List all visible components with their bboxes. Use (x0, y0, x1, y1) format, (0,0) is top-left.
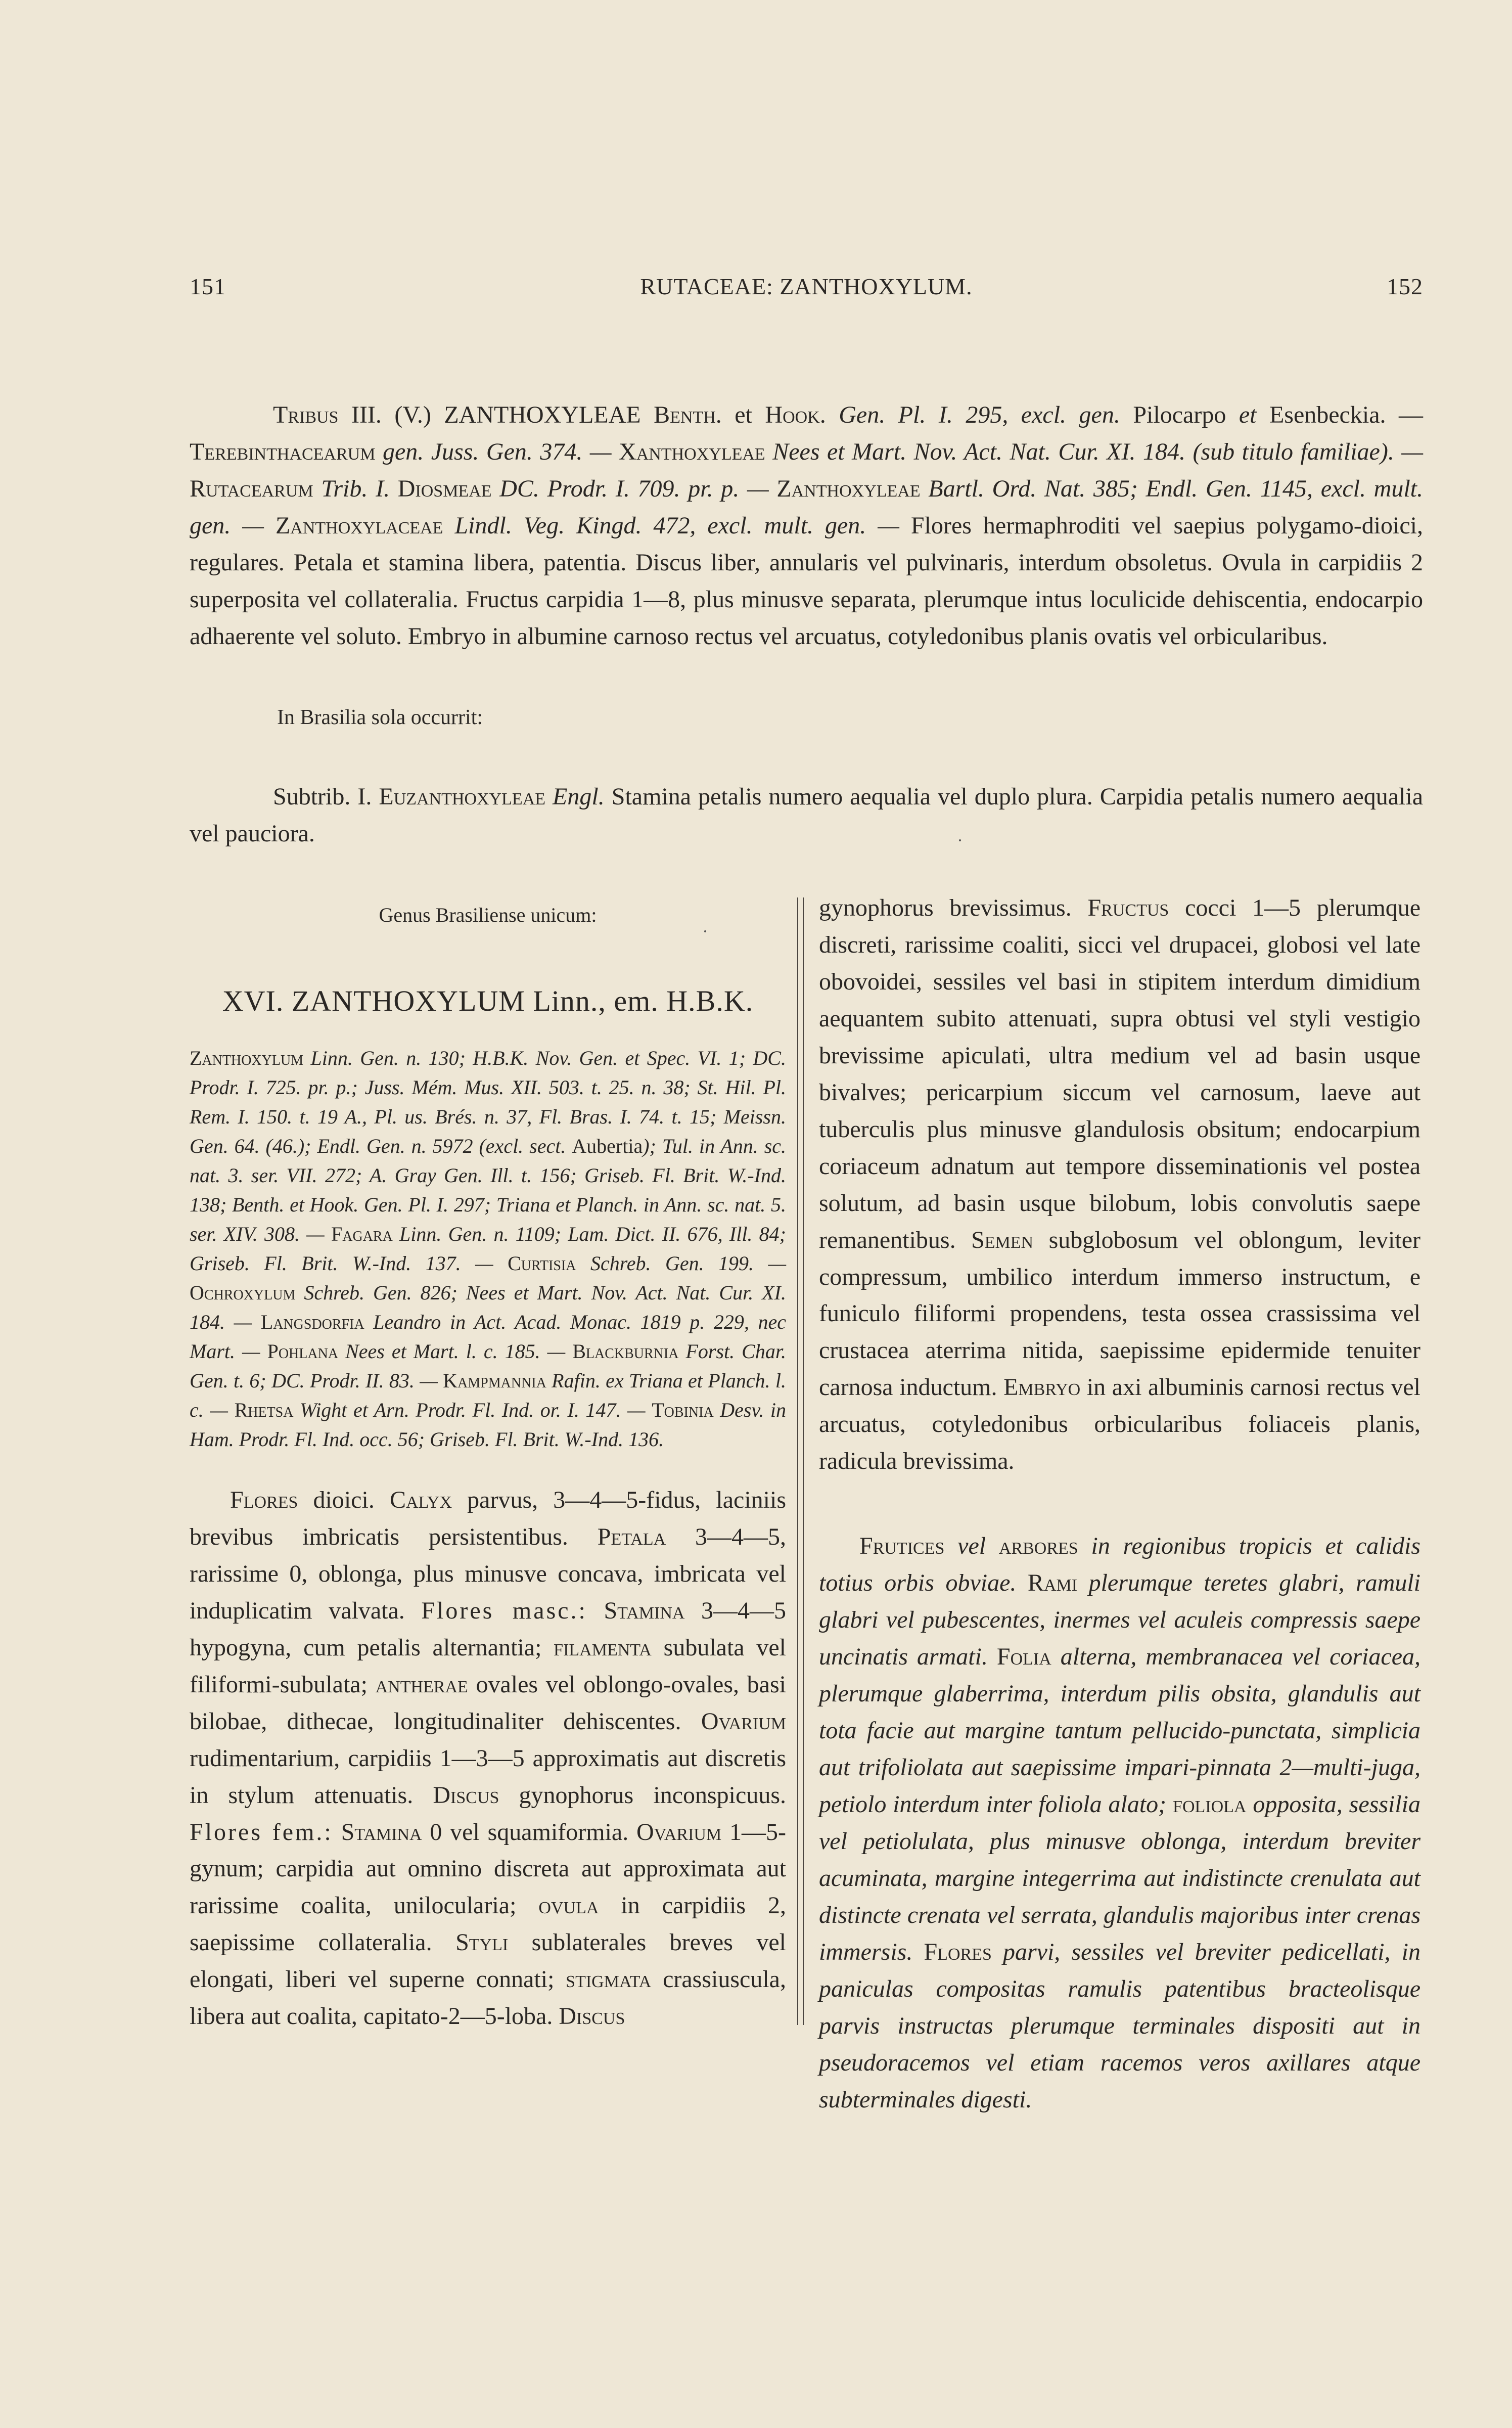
small-caps-term: stigmata (566, 1966, 652, 1993)
text-run: gynophorus inconspicuus. (499, 1781, 786, 1809)
small-caps-term: filamenta (554, 1634, 652, 1661)
habit-description (819, 1528, 1421, 2118)
small-caps-term: Semen (971, 1226, 1034, 1253)
text-run: crassiuscula, libera aut coalita, capitato-2—5-loba. (190, 1966, 786, 2030)
small-caps-term: Rami (1027, 1569, 1078, 1597)
small-caps-term: Langsdorfia (260, 1310, 364, 1333)
text-run: Schreb. Gen. 199. — (576, 1251, 787, 1275)
small-caps-term: Discus (559, 2003, 625, 2030)
text-run: opposita, sessilia vel petiolulata, plus minusve oblonga, interdum breviter acuminata, margine integerrima aut indistincte crenulata aut distincte crenata vel serrata, glandulis majoribus inter crenas immersis. (819, 1790, 1421, 1965)
text-run: plerumque teretes glabri, ramuli glabri vel pubescentes, inermes vel aculeis compressis saepe uncinatis armati. (819, 1569, 1421, 1671)
small-caps-term: Folia (996, 1643, 1051, 1671)
small-caps-term: Kampmannia (443, 1369, 546, 1392)
running-header (190, 273, 1423, 303)
text-run: Leandro in Act. Acad. Monac. 1819 p. 229, nec Mart. — (190, 1310, 786, 1363)
paper-speck (704, 930, 706, 932)
small-caps-term: Stamina (341, 1818, 422, 1846)
text-run (333, 1819, 341, 1846)
page-number-left: 151 (190, 274, 226, 299)
text-run: alterna, membranacea vel coriacea, plerumque glaberrima, interdum pilis obsita, glandulis aut tota facie aut margine tantum pellucido-punctata, simplicia aut trifoliolata aut saepissime impari-pinnata 2—multi-juga, petiolo interdum inter foliola alato; (819, 1643, 1421, 1818)
small-caps-term: Petala (597, 1523, 666, 1550)
page-number-right: 152 (1387, 274, 1423, 299)
text-run: in carpidiis 2, saepissime collateralia. (190, 1892, 786, 1956)
small-caps-term: Styli (455, 1929, 509, 1956)
small-caps-term: Curtisia (508, 1251, 576, 1275)
genus-synonymy (190, 1044, 786, 1454)
column-divider (797, 897, 804, 2025)
small-caps-term: foliola (1173, 1790, 1247, 1818)
subtribe-description: Subtrib. I. Euzanthoxyleae Engl. Stamina petalis numero aequalia vel duplo plura. Carpidia petalis numero aequalia vel pauciora. (190, 783, 1423, 847)
text-run: ); Tul. in Ann. sc. nat. 3. ser. VII. 272; A. Gray Gen. Ill. t. 156; Griseb. Fl. Brit. W.-Ind. 138; Benth. et Hook. Gen. Pl. I. 297; Triana et Planch. in Ann. sc. nat. 5. ser. XIV. 308. — (190, 1134, 787, 1245)
running-title: RUTACEAE: ZANTHOXYLUM. (640, 274, 973, 299)
tribe-body: Flores hermaphroditi vel saepius polygamo-dioici, regulares. Petala et stamina libera, patentia. Discus liber, annularis vel pulvinaris, interdum obsoletus. Ovula in carpidiis 2 superposita vel collateralia. Fructus carpidia 1—8, plus minusve separata, plerumque intus loculicide dehiscentia, endocarpio adhaerente vel soluto. Embryo in albumine carnoso rectus vel arcuatus, cotyledonibus planis ovatis vel orbicularibus. (190, 512, 1423, 650)
small-caps-term: Frutices (859, 1533, 945, 1560)
upright-term: Aubertia (572, 1134, 643, 1157)
right-column (819, 890, 1421, 2119)
small-caps-term: Flores (230, 1486, 298, 1513)
small-caps-term: antherae (375, 1671, 468, 1698)
text-run: ovales vel oblongo-ovales, basi bilobae, dithecae, longitudinaliter dehiscentes. (190, 1671, 787, 1735)
text-run: subglobosum vel oblongum, leviter compressum, umbilico interdum immerso instructum, e funiculo filiformi propendens, testa ossea crassissima vel crustacea aterrima nitida, saepissime epidermide tenuiter carnosa inductum. (819, 1226, 1421, 1401)
in-brasilia-note: In Brasilia sola occurrit: (277, 706, 483, 729)
genus-label: Genus Brasiliense unicum: (379, 904, 597, 926)
text-run: gynophorus brevissimus. (819, 894, 1088, 921)
small-caps-term: Zanthoxylum (190, 1046, 304, 1069)
sex-heading: Flores masc.: (421, 1597, 587, 1624)
small-caps-term: Blackburnia (572, 1339, 679, 1363)
small-caps-term: Rhetsa (234, 1398, 294, 1421)
text-run: 3—4—5, rarissime 0, oblonga, plus minusve concava, imbricata vel induplicatim valvata. (190, 1523, 786, 1624)
text-run (587, 1597, 604, 1624)
text-run: Linn. Gen. n. 130; H.B.K. Nov. Gen. et Spec. VI. 1; DC. Prodr. I. 725. pr. p.; Juss. Mém. Mus. XII. 503. t. 25. n. 38; St. Hil. Pl. Rem. I. 150. t. 19 A., Pl. us. Brés. n. 37, Fl. Bras. I. 74. t. 15; Meissn. Gen. 64. (46.); Endl. Gen. n. 5972 (excl. sect. (190, 1046, 786, 1157)
small-caps-term: Embryo (1003, 1374, 1081, 1401)
text-run: in axi albuminis carnosi rectus vel arcuatus, cotyledonibus orbicularibus foliaceis planis, radicula brevissima. (819, 1374, 1421, 1475)
small-caps-term: Stamina (604, 1597, 685, 1624)
tribe-description: Tribus III. (V.) ZANTHOXYLEAE Benth. et Hook. Gen. Pl. I. 295, excl. gen. Pilocarpo et Esenbeckia. — Terebinthacearum gen. Juss. Gen. 374. — Xanthoxyleae Nees et Mart. Nov. Act. Nat. Cur. XI. 184. (sub titulo familiae). — Rutacearum Trib. I. Diosmeae DC. Prodr. I. 709. pr. p. — Zanthoxyleae Bartl. Ord. Nat. 385; Endl. Gen. 1145, excl. mult. gen. — Zanthoxylaceae Lindl. Veg. Kingd. 472, excl. mult. gen. — Flores hermaphroditi vel saepius polygamo-dioici, regulares. Petala et stamina libera, patentia. Discus liber, annularis vel pulvinaris, interdum obsoletus. Ovula in carpidiis 2 superposita vel collateralia. Fructus carpidia 1—8, plus minusve separata, plerumque intus loculicide dehiscentia, endocarpio adhaerente vel soluto. Embryo in albumine carnoso rectus vel arcuatus, cotyledonibus planis ovatis vel orbicularibus. (190, 401, 1423, 650)
small-caps-term: Fagara (331, 1222, 393, 1245)
sex-heading: Flores fem.: (190, 1818, 333, 1846)
small-caps-term: Flores (924, 1938, 992, 1965)
fruit-description (819, 890, 1421, 1480)
text-run: dioici. (298, 1486, 390, 1513)
text-run: 0 vel squamiformia. (422, 1818, 637, 1846)
small-caps-term: arbores (998, 1533, 1078, 1560)
text-run: Wight et Arn. Prodr. Fl. Ind. or. I. 147. — (293, 1398, 652, 1421)
text-run: cocci 1—5 plerumque discreti, rarissime coaliti, sicci vel drupacei, globosi vel late obovoidei, sessiles vel basi in stipitem interdum dimidium aequantem subito attenuati, supra obtusi vel styli vestigio brevissime apiculati, ultra medium vel ad basin usque bivalves; pericarpium siccum vel carnosum, laeve aut tuberculis plus minusve glandulosis obsitum; endocarpium coriaceum adnatum aut tempore disseminationis vel postea solutum, ad basin usque bilobum, lobis convolutis saepe remanentibus. (819, 894, 1421, 1253)
text-run: Desv. in Ham. Prodr. Fl. Ind. occ. 56; Griseb. Fl. Brit. W.-Ind. 136. (190, 1398, 787, 1451)
small-caps-term: Ochroxylum (190, 1281, 296, 1304)
text-run: vel (944, 1533, 999, 1560)
text-run: 3—4—5 hypogyna, cum petalis alternantia; (190, 1597, 787, 1661)
flores-description (190, 1482, 786, 2035)
text-run: subulata vel filiformi-subulata; (190, 1634, 786, 1698)
tribus-label: Tribus (273, 401, 339, 428)
text-run: Rafin. ex Triana et Planch. l. c. — (190, 1369, 787, 1421)
small-caps-term: Ovarium (636, 1818, 722, 1846)
text-run: Forst. Char. Gen. t. 6; DC. Prodr. II. 83. — (190, 1339, 786, 1392)
text-run: 1—5-gynum; carpidia aut omnino discreta aut approximata aut rarissime coalita, unilocularia; (190, 1818, 787, 1919)
text-run: parvi, sessiles vel breviter pedicellati, in paniculas compositas ramulis patentibus bracteolisque parvis instructas plerumque terminales dispositi aut in pseudoracemos vel etiam racemos veros axillares atque subterminales digesti. (819, 1938, 1421, 2113)
paper-speck (959, 839, 961, 841)
small-caps-term: Pohlana (267, 1339, 339, 1363)
text-run: parvus, 3—4—5-fidus, laciniis brevibus imbricatis persistentibus. (190, 1486, 787, 1550)
small-caps-term: Tobinia (652, 1398, 714, 1421)
text-run: Schreb. Gen. 826; Nees et Mart. Nov. Act. Nat. Cur. XI. 184. — (190, 1281, 786, 1333)
text-run: sublaterales breves vel elongati, liberi vel superne connati; (190, 1929, 787, 1993)
genus-title: XVI. ZANTHOXYLUM Linn., em. H.B.K. (222, 984, 754, 1017)
text-run: Nees et Mart. l. c. 185. — (338, 1339, 573, 1363)
text-run: rudimentarium, carpidiis 1—3—5 approximatis aut discretis in stylum attenuatis. (190, 1744, 786, 1809)
text-run: in regionibus tropicis et calidis totius orbis obviae. (819, 1533, 1421, 1597)
small-caps-term: Ovarium (701, 1707, 786, 1735)
small-caps-term: ovula (538, 1892, 599, 1919)
left-column (190, 900, 786, 2035)
small-caps-term: Fructus (1087, 894, 1169, 921)
small-caps-term: Discus (433, 1781, 499, 1809)
small-caps-term: Calyx (389, 1486, 452, 1513)
text-run: Linn. Gen. n. 1109; Lam. Dict. II. 676, Ill. 84; Griseb. Fl. Brit. W.-Ind. 137. — (190, 1222, 786, 1275)
